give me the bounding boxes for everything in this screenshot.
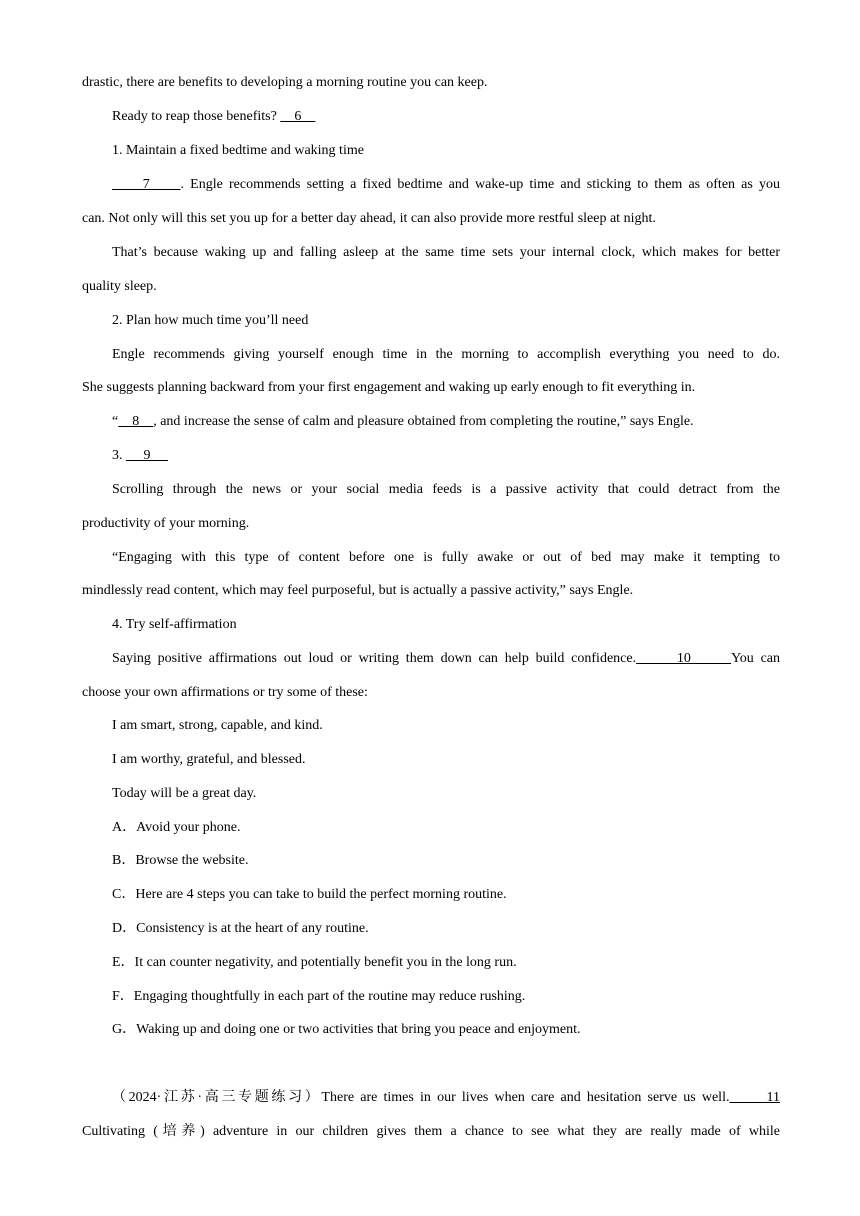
- text-line: mindlessly read content, which may feel purposeful, but is actually a passive activity,” says Engle.: [82, 583, 634, 598]
- section-heading-4: 4. Try self-affirmation: [112, 617, 237, 632]
- text-line: Cultivating (培养) adventure in our children gives them a chance to see what they are really made of while: [82, 1124, 780, 1139]
- affirmation-line: I am worthy, grateful, and blessed.: [112, 752, 306, 767]
- option-b: B．Browse the website.: [112, 853, 249, 868]
- answer-blank-10: 10: [636, 651, 732, 666]
- option-d: D．Consistency is at the heart of any routine.: [112, 921, 369, 936]
- line-text: （2024·江苏·高三专题练习）There are times in our lives when care and hesitation serve us well.: [112, 1090, 730, 1105]
- next-question-intro: [112, 1088, 780, 1108]
- affirmation-line: I am smart, strong, capable, and kind.: [112, 718, 323, 733]
- line-text: 3.: [112, 448, 126, 463]
- text-line: “Engaging with this type of content before one is fully awake or out of bed may make it tempting to: [112, 550, 780, 565]
- text-line: That’s because waking up and falling asleep at the same time sets your internal clock, which makes for better: [112, 245, 780, 260]
- line-text: You can: [731, 651, 781, 666]
- text-line: productivity of your morning.: [82, 516, 250, 531]
- text-line: can. Not only will this set you up for a better day ahead, it can also provide more restful sleep at night.: [82, 211, 656, 226]
- text-line: [112, 175, 780, 195]
- line-text: “: [112, 414, 119, 429]
- text-line: She suggests planning backward from your first engagement and waking up early enough to fit everything in.: [82, 380, 696, 395]
- section-heading-2: 2. Plan how much time you’ll need: [112, 313, 309, 328]
- line-text: Ready to reap those benefits?: [112, 109, 281, 124]
- text-line: drastic, there are benefits to developing a morning routine you can keep.: [82, 75, 488, 90]
- option-a: A．Avoid your phone.: [112, 820, 241, 835]
- text-line: choose your own affirmations or try some of these:: [82, 685, 368, 700]
- text-line: Engle recommends giving yourself enough time in the morning to accomplish everything you need to do.: [112, 347, 780, 362]
- answer-blank-6: 6: [280, 109, 316, 124]
- answer-blank-11: 11: [729, 1090, 781, 1105]
- text-line: quality sleep.: [82, 279, 157, 294]
- answer-blank-7: 7: [112, 177, 181, 192]
- line-text: . Engle recommends setting a fixed bedtime and wake-up time and sticking to them as often as you: [180, 177, 780, 192]
- answer-blank-9: 9: [126, 448, 168, 463]
- text-line: [112, 649, 780, 669]
- text-line: Scrolling through the news or your social media feeds is a passive activity that could detract from the: [112, 482, 780, 497]
- option-e: E．It can counter negativity, and potentially benefit you in the long run.: [112, 955, 517, 970]
- affirmation-line: Today will be a great day.: [112, 786, 257, 801]
- option-f: F．Engaging thoughtfully in each part of the routine may reduce rushing.: [112, 989, 526, 1004]
- option-g: G．Waking up and doing one or two activities that bring you peace and enjoyment.: [112, 1022, 581, 1037]
- line-text: Saying positive affirmations out loud or writing them down can help build confidence.: [112, 651, 637, 666]
- section-heading-3: [112, 446, 780, 466]
- section-heading-1: 1. Maintain a fixed bedtime and waking time: [112, 143, 364, 158]
- option-c: C．Here are 4 steps you can take to build the perfect morning routine.: [112, 887, 507, 902]
- line-text: , and increase the sense of calm and pleasure obtained from completing the routine,” says Engle.: [153, 414, 694, 429]
- text-line: [112, 412, 780, 432]
- answer-blank-8: 8: [118, 414, 154, 429]
- text-line: [112, 107, 780, 127]
